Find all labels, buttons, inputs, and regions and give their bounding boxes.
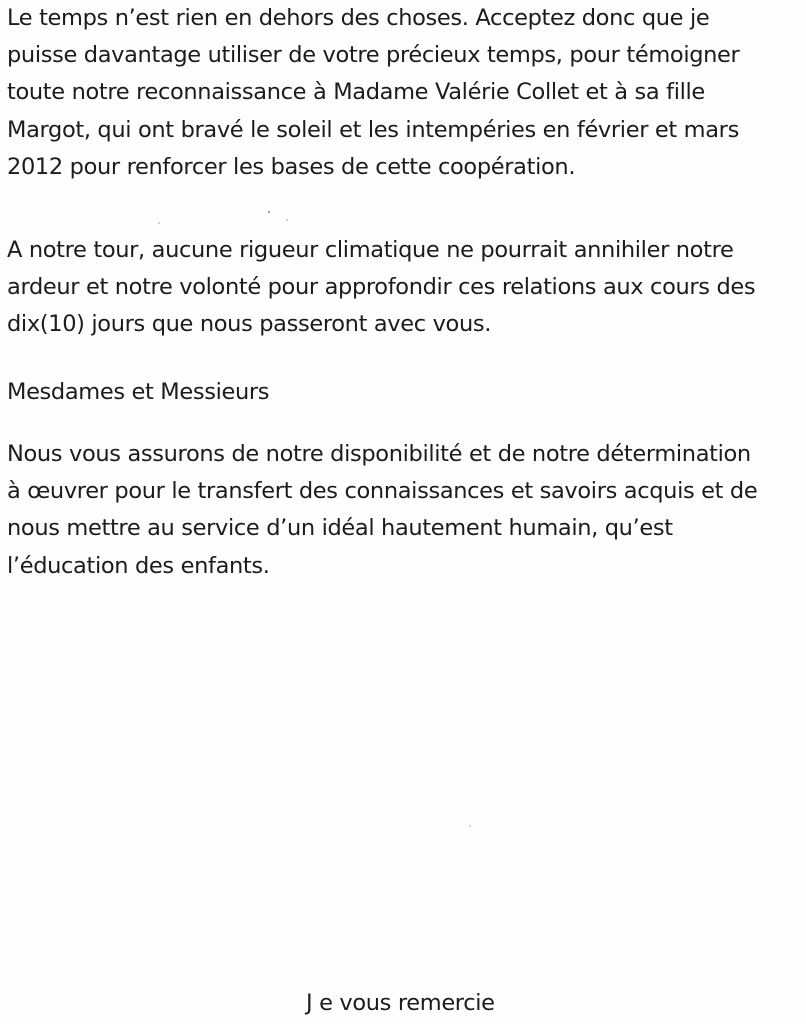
paragraph-assurance: [7, 436, 802, 585]
text-line: 2012 pour renforcer les bases de cette coopération.: [7, 153, 576, 180]
paragraph-acknowledgement: [7, 0, 802, 186]
text-line: Mesdames et Messieurs: [7, 379, 270, 405]
text-line: Nous vous assurons de notre disponibilité et de notre détermination: [7, 441, 751, 467]
scan-speck: [268, 211, 270, 213]
text-line: A notre tour, aucune rigueur climatique ne pourrait annihiler notre: [7, 237, 734, 263]
text-line: nous mettre au service d’un idéal hautement humain, qu’est: [7, 515, 673, 542]
text-line: ardeur et notre volonté pour approfondir ces relations aux cours des: [7, 274, 756, 301]
text-line: dix(10) jours que nous passeront avec vous.: [7, 311, 492, 338]
scan-speck: [286, 219, 288, 221]
scan-speck: [469, 825, 471, 827]
scan-speck: [158, 222, 160, 224]
text-line: toute notre reconnaissance à Madame Valérie Collet et à sa fille: [7, 79, 705, 106]
closing-thanks: J e vous remercie: [306, 990, 495, 1016]
text-line: puisse davantage utiliser de votre précieux temps, pour témoigner: [7, 42, 740, 69]
text-line: Margot, qui ont bravé le soleil et les intempéries en février et mars: [7, 116, 739, 143]
text-line: à œuvrer pour le transfert des connaissances et savoirs acquis et de: [7, 478, 758, 505]
salutation: [7, 374, 802, 411]
text-line: Le temps n’est rien en dehors des choses. Acceptez donc que je: [7, 5, 710, 31]
text-line: l’éducation des enfants.: [7, 552, 270, 579]
paragraph-commitment: [7, 232, 802, 344]
